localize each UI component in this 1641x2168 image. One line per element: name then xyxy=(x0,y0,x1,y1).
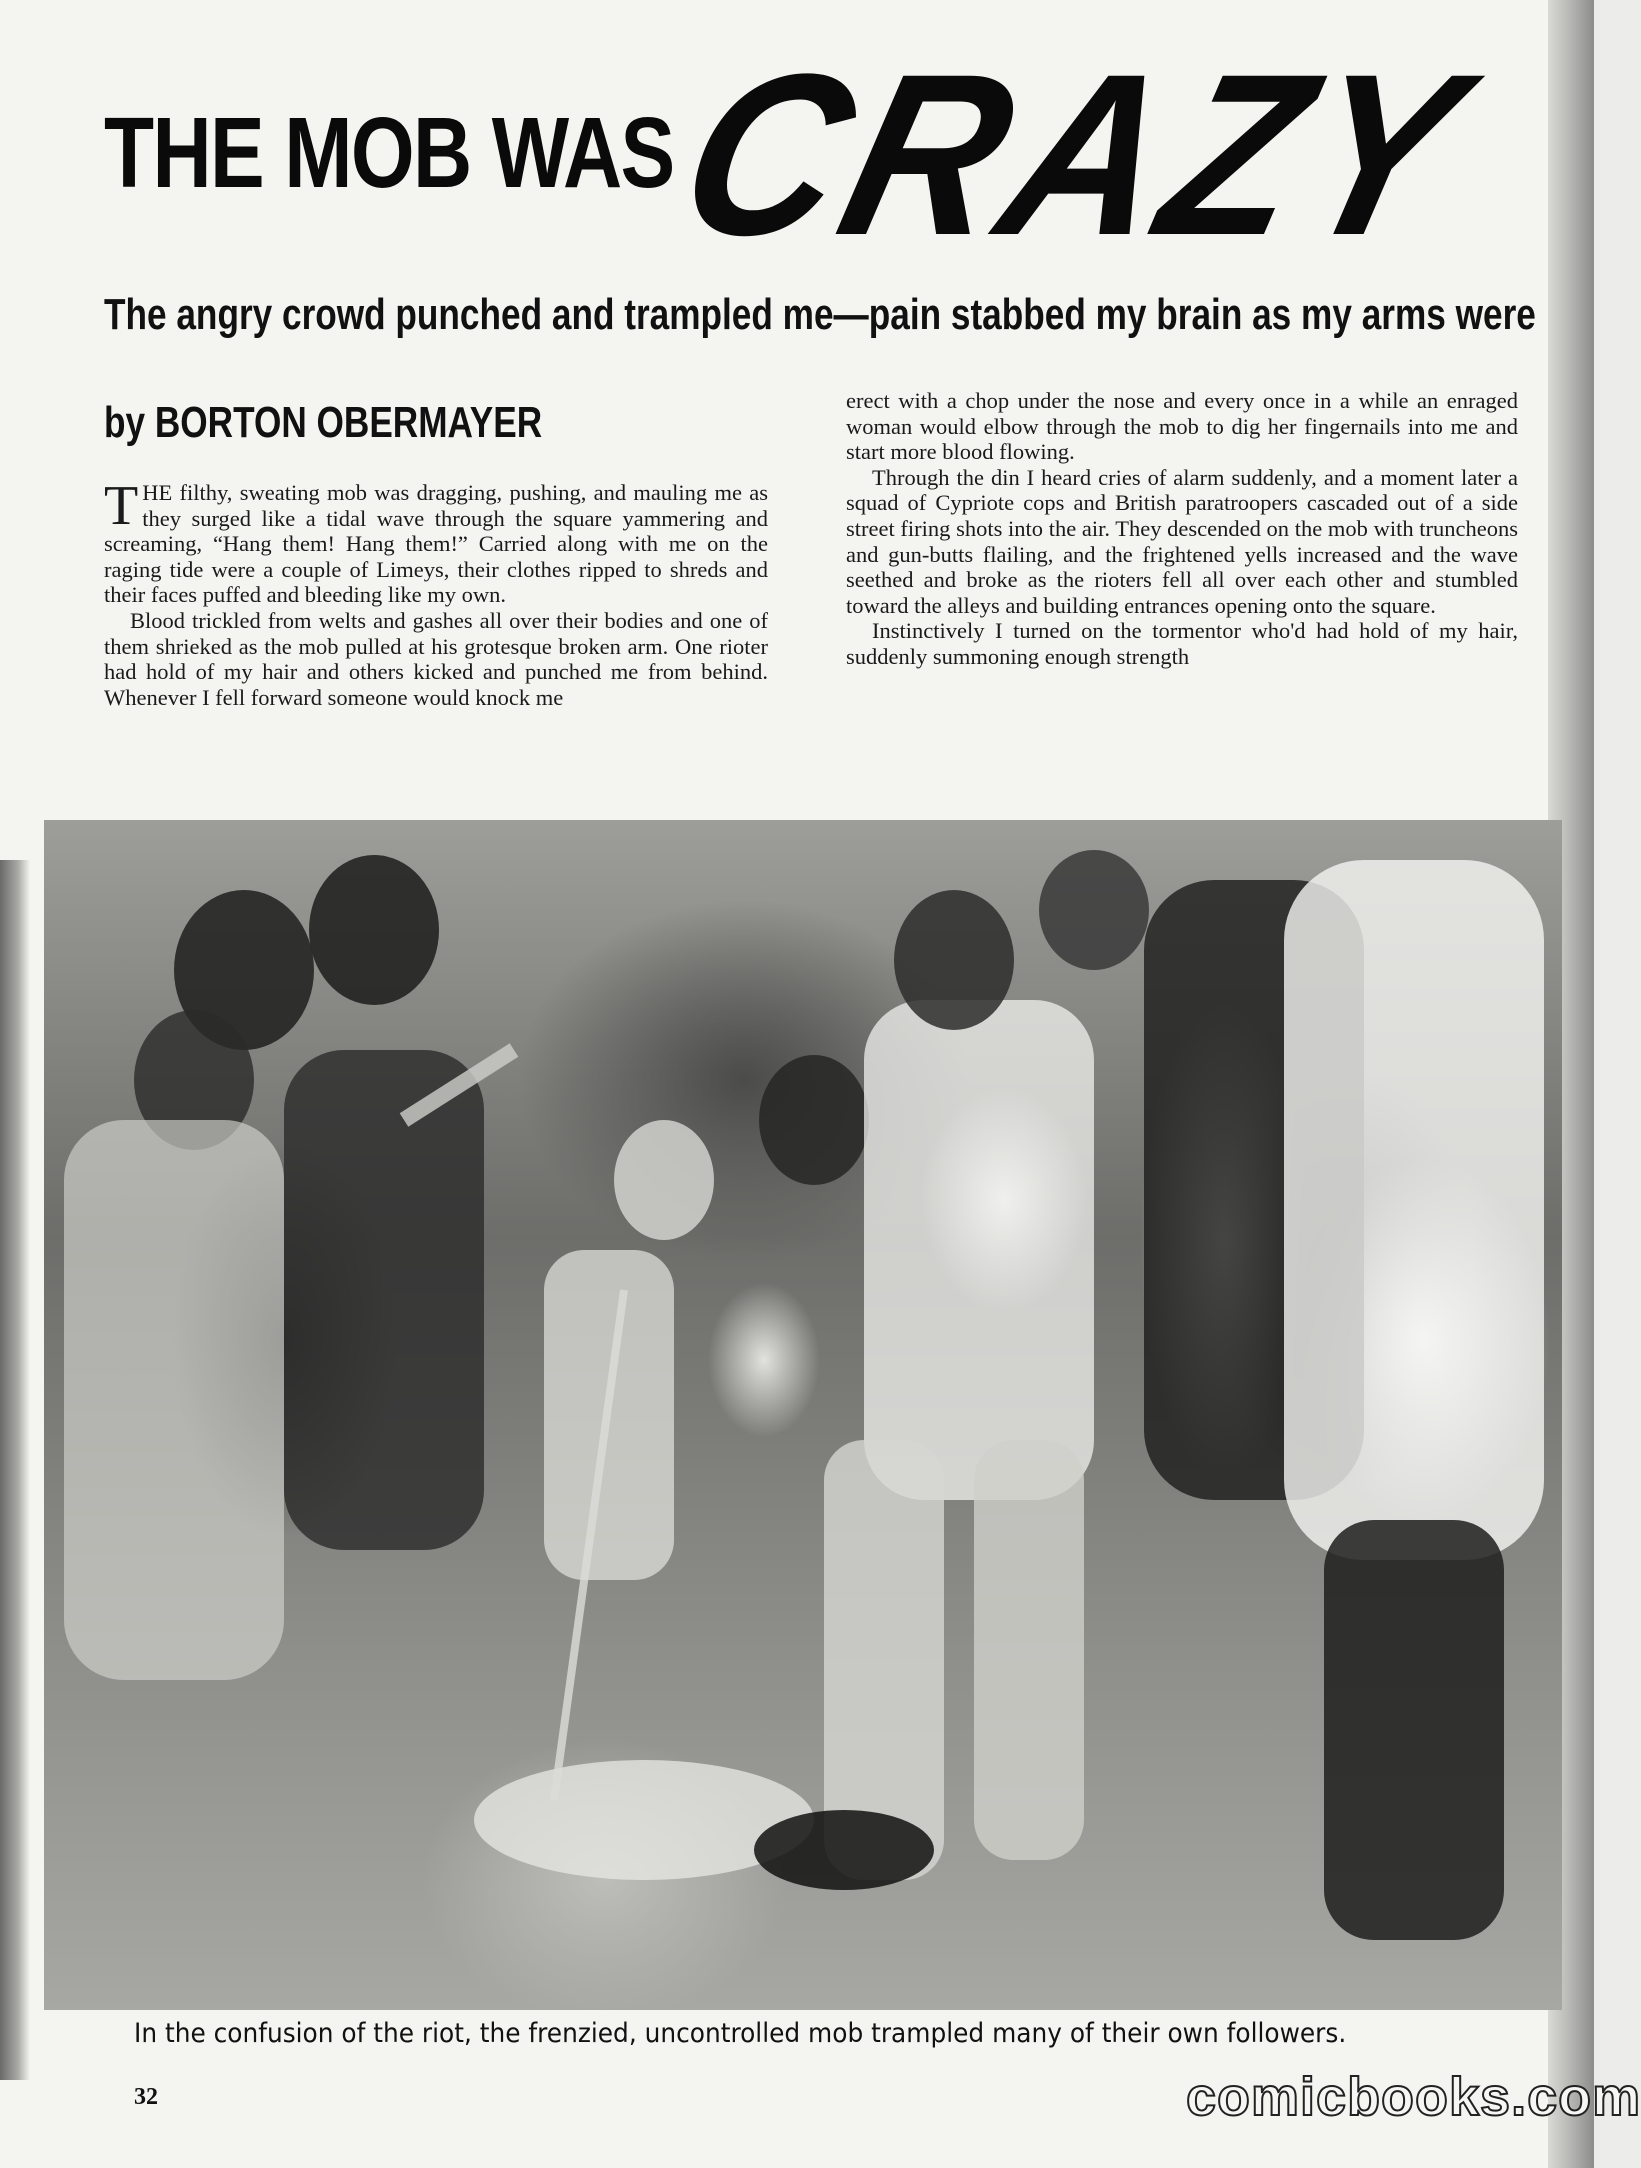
article-column-1 xyxy=(104,475,768,710)
photo-caption: In the confusion of the riot, the frenzied, uncontrolled mob trampled many of their own followers. xyxy=(134,2018,1347,2049)
riot-photograph xyxy=(44,820,1562,2010)
drop-cap: T xyxy=(104,475,139,537)
article-column-2 xyxy=(846,388,1518,670)
photo-silhouettes xyxy=(44,820,1562,2010)
byline: by BORTON OBERMAYER xyxy=(104,398,543,447)
article-paragraph: Through the din I heard cries of alarm suddenly, and a moment later a squad of Cypriote cops and British paratroopers cascaded out of a side street firing shots into the air. They descended on the mob with truncheons and gun-butts flailing, and the frightened yells increased and the wave seethed and broke as the rioters fell all over each other and stumbled toward the alleys and building entrances opening onto the square. xyxy=(846,464,1518,618)
article-paragraph: Blood trickled from welts and gashes all over their bodies and one of them shrieked as the mob pulled at his grotesque broken arm. One rioter had hold of my hair and others kicked and punched me from behind. Whenever I fell forward someone would knock me xyxy=(104,607,768,710)
article-paragraph: Instinctively I turned on the tormentor who'd had hold of my hair, suddenly summoning enough strength xyxy=(846,618,1518,669)
subheadline: The angry crowd punched and trampled me—pain stabbed my brain as my arms were xyxy=(104,290,1536,339)
watermark-logo: comicbooks.com xyxy=(1186,2067,1641,2127)
article-paragraph: THE filthy, sweating mob was dragging, pushing, and mauling me as they surged like a tidal wave through the square yammering and screaming, “Hang them! Hang them!” Carried along with me on the raging tide were a couple of Limeys, their clothes ripped to shreds and their faces puffed and bleeding like my own. xyxy=(104,475,768,608)
page-binding-shadow xyxy=(0,860,30,2080)
article-paragraph: erect with a chop under the nose and every once in a while an enraged woman would elbow through the mob to dig her fingernails into me and start more blood flowing. xyxy=(846,388,1518,465)
headline-plain: THE MOB WAS xyxy=(104,97,674,209)
headline-emphasis: CRAZY xyxy=(659,26,1490,283)
page-number: 32 xyxy=(134,2084,158,2110)
